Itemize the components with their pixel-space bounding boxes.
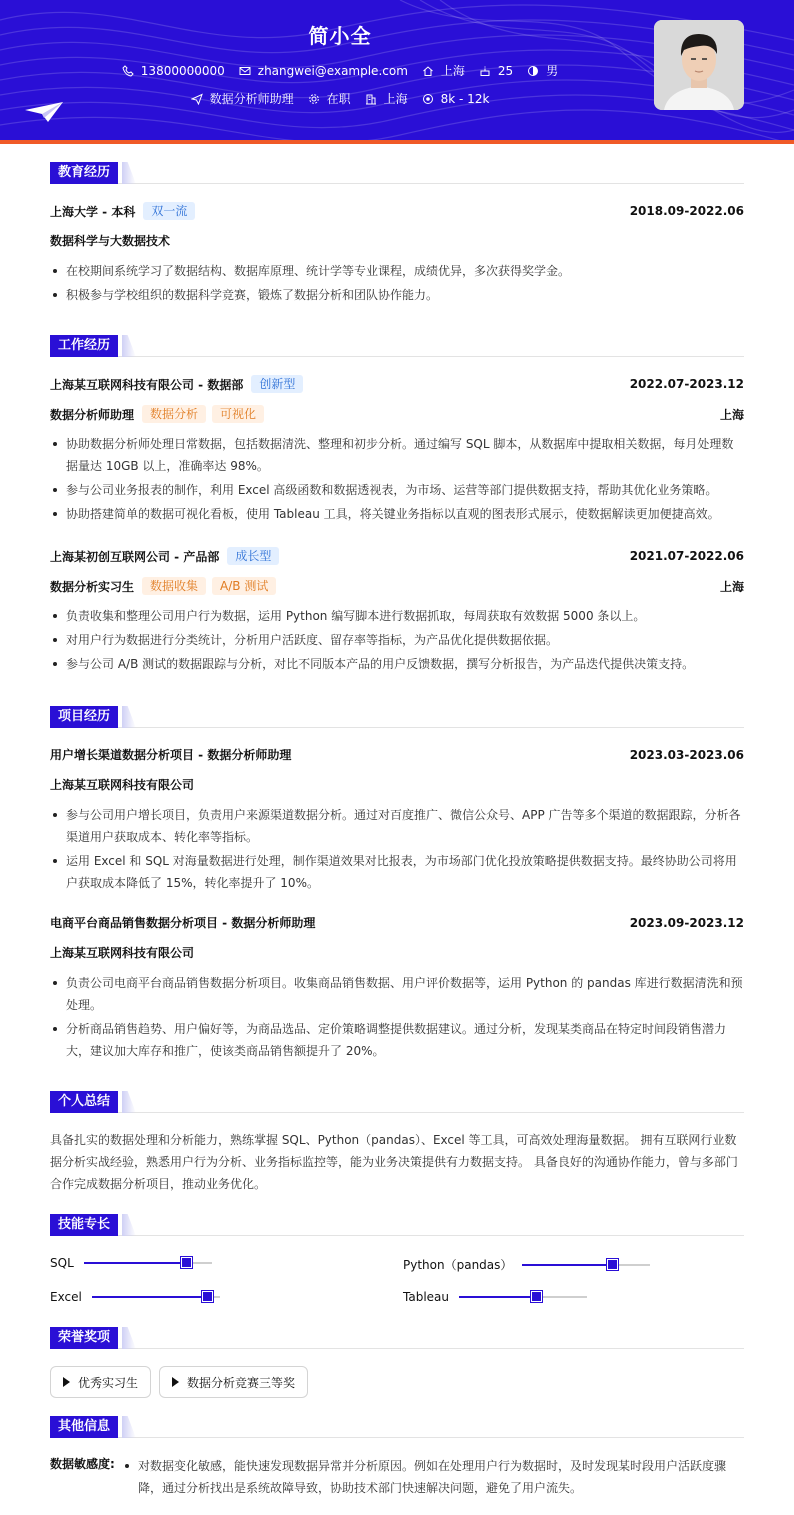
list-item: 积极参与学校组织的数据科学竞赛，锻炼了数据分析和团队协作能力。 xyxy=(50,284,744,306)
work-location: 上海 xyxy=(719,407,744,422)
section-skills xyxy=(50,1214,744,1236)
work-2-role xyxy=(50,577,744,595)
list-item: 参与公司用户增长项目，负责用户来源渠道数据分析。通过对百度推广、微信公众号、APP 广告等多个渠道的数据跟踪，分析各渠道用户获取成本、转化率等指标。 xyxy=(50,804,744,848)
building-icon xyxy=(365,93,377,105)
section-projects xyxy=(50,706,744,728)
list-item: 分析商品销售趋势、用户偏好等，为商品选品、定价策略调整提供数据建议。通过分析，发现某类商品在特定时间段销售潜力大，建议加大库存和推广，使该类商品销售额提升了 20%。 xyxy=(50,1018,744,1062)
award-chip[interactable] xyxy=(50,1366,151,1398)
section-education xyxy=(50,162,744,184)
section-title: 个人总结 xyxy=(50,1091,118,1113)
salary-text: 8k - 12k xyxy=(440,91,490,106)
work-date: 2022.07-2023.12 xyxy=(629,377,744,391)
project-title: 电商平台商品销售数据分析项目 - 数据分析师助理 xyxy=(50,916,316,930)
skill-excel xyxy=(50,1290,220,1304)
work-2-header xyxy=(50,547,744,565)
skill-bar xyxy=(84,1262,212,1264)
skill-slider-handle xyxy=(181,1257,192,1268)
section-title: 技能专长 xyxy=(50,1214,118,1236)
project-date: 2023.09-2023.12 xyxy=(629,915,744,930)
company-tag: 成长型 xyxy=(227,547,279,565)
status-item xyxy=(308,90,351,107)
major-row xyxy=(50,232,744,249)
skill-bar-fill xyxy=(84,1262,186,1264)
skill-tableau xyxy=(403,1290,587,1304)
age-item xyxy=(479,64,513,78)
role-name: 数据分析师助理 xyxy=(50,407,135,422)
home-icon xyxy=(422,65,434,77)
project-2-header xyxy=(50,914,744,931)
list-item: 负责公司电商平台商品销售数据分析项目。收集商品销售数据、用户评价数据等，运用 Python 的 pandas 库进行数据清洗和预处理。 xyxy=(50,972,744,1016)
list-item: 在校期间系统学习了数据结构、数据库原理、统计学等专业课程，成绩优异，多次获得奖学金。 xyxy=(50,260,744,282)
section-title: 工作经历 xyxy=(50,335,118,357)
triangle-icon xyxy=(63,1377,70,1387)
education-header xyxy=(50,202,744,220)
skill-name: SQL xyxy=(50,1256,74,1270)
education-bullets xyxy=(50,260,744,308)
skill-bar-fill xyxy=(522,1264,612,1266)
school-name: 上海大学 - 本科 xyxy=(50,204,136,219)
project-2-company xyxy=(50,944,744,961)
list-item: 参与公司业务报表的制作，利用 Excel 高级函数和数据透视表，为市场、运营等部门提供数据支持，帮助其优化业务策略。 xyxy=(50,479,744,501)
project-1-header xyxy=(50,746,744,763)
resume-header xyxy=(0,0,794,140)
list-item: 协助数据分析师处理日常数据，包括数据清洗、整理和初步分析。通过编写 SQL 脚本，从数据库中提取相关数据，每月处理数据量达 10GB 以上，准确率达 98%。 xyxy=(50,433,744,477)
project-1-company xyxy=(50,776,744,793)
settings-icon xyxy=(308,93,320,105)
work-city-text: 上海 xyxy=(383,92,408,106)
mail-icon xyxy=(239,65,251,77)
work-city-item xyxy=(365,90,408,107)
school-tag: 双一流 xyxy=(143,202,195,220)
section-tag-decoration xyxy=(122,1214,136,1236)
project-1-bullets xyxy=(50,804,744,896)
skill-bar-fill xyxy=(459,1296,536,1298)
other-label: 数据敏感度: xyxy=(50,1457,115,1471)
award-label: 数据分析竞赛三等奖 xyxy=(187,1375,296,1390)
section-title: 荣誉奖项 xyxy=(50,1327,118,1349)
section-summary xyxy=(50,1091,744,1113)
education-date: 2018.09-2022.06 xyxy=(629,204,744,218)
job-item xyxy=(191,90,294,107)
work-2-bullets xyxy=(50,605,744,677)
section-title: 其他信息 xyxy=(50,1416,118,1438)
skill-sql xyxy=(50,1256,212,1270)
work-date: 2021.07-2022.06 xyxy=(629,549,744,563)
skill-tag: 数据收集 xyxy=(142,577,206,595)
work-location: 上海 xyxy=(719,579,744,594)
status-text: 在职 xyxy=(326,92,351,106)
award-chip[interactable] xyxy=(159,1366,308,1398)
work-1-header xyxy=(50,375,744,393)
job-text: 数据分析师助理 xyxy=(209,92,294,106)
city-item xyxy=(422,62,465,79)
age-text: 25 xyxy=(497,63,514,78)
city-text: 上海 xyxy=(440,64,465,78)
skill-tag: 可视化 xyxy=(212,405,264,423)
company-tag: 创新型 xyxy=(251,375,303,393)
section-tag-decoration xyxy=(122,1416,136,1438)
project-title: 用户增长渠道数据分析项目 - 数据分析师助理 xyxy=(50,748,292,762)
skill-bar xyxy=(459,1296,587,1298)
phone-icon xyxy=(122,65,134,77)
section-tag-decoration xyxy=(122,706,136,728)
candidate-name: 简小全 xyxy=(308,24,372,48)
summary-text: 具备扎实的数据处理和分析能力，熟练掌握 SQL、Python（pandas）、Excel 等工具，可高效处理海量数据。 拥有互联网行业数据分析实战经验，熟悉用户行为分析、业务指标监控等，能为业务决策提供有力数据支持。 具备良好的沟通协作能力，曾与多部门合作完成数据分析项目，推动业务优化。 xyxy=(50,1133,738,1191)
project-date: 2023.03-2023.06 xyxy=(629,747,744,762)
coin-icon xyxy=(422,93,434,105)
section-tag-decoration xyxy=(122,1091,136,1113)
email-item xyxy=(239,64,408,78)
project-2-bullets xyxy=(50,972,744,1064)
paper-plane-icon xyxy=(24,100,64,124)
major-name: 数据科学与大数据技术 xyxy=(50,234,171,248)
triangle-icon xyxy=(172,1377,179,1387)
project-company: 上海某互联网科技有限公司 xyxy=(50,778,195,792)
salary-item xyxy=(422,92,490,106)
section-title: 项目经历 xyxy=(50,706,118,728)
company-name: 上海某互联网科技有限公司 - 数据部 xyxy=(50,377,244,392)
section-tag-decoration xyxy=(122,162,136,184)
work-1-role xyxy=(50,405,744,423)
skill-slider-handle xyxy=(607,1259,618,1270)
phone-text: 13800000000 xyxy=(140,63,225,78)
work-1-bullets xyxy=(50,433,744,527)
skill-bar-fill xyxy=(92,1296,207,1298)
skill-slider-handle xyxy=(202,1291,213,1302)
skill-name: Excel xyxy=(50,1290,82,1304)
job-row xyxy=(0,90,680,107)
section-tag-decoration xyxy=(122,1327,136,1349)
gender-icon xyxy=(527,65,539,77)
profile-photo xyxy=(654,20,744,110)
list-item: 负责收集和整理公司用户行为数据，运用 Python 编写脚本进行数据抓取，每周获取有效数据 5000 条以上。 xyxy=(50,605,744,627)
list-item: 参与公司 A/B 测试的数据跟踪与分析，对比不同版本产品的用户反馈数据，撰写分析报告，为产品迭代提供决策支持。 xyxy=(50,653,744,675)
section-awards xyxy=(50,1327,744,1349)
skill-tag: 数据分析 xyxy=(142,405,206,423)
gender-item xyxy=(527,62,558,79)
section-title: 教育经历 xyxy=(50,162,118,184)
list-item: 协助搭建简单的数据可视化看板，使用 Tableau 工具，将关键业务指标以直观的图表形式展示，使数据解读更加便捷高效。 xyxy=(50,503,744,525)
avatar-illustration xyxy=(654,20,744,110)
skill-name: Python（pandas） xyxy=(403,1258,513,1272)
gender-text: 男 xyxy=(546,64,559,78)
skill-slider-handle xyxy=(531,1291,542,1302)
header-accent-line xyxy=(0,140,794,144)
section-work xyxy=(50,335,744,357)
skill-bar xyxy=(92,1296,220,1298)
list-item: 运用 Excel 和 SQL 对海量数据进行处理，制作渠道效果对比报表，为市场部门优化投放策略提供数据支持。最终协助公司将用户获取成本降低了 15%，转化率提升了 10%。 xyxy=(50,850,744,894)
list-item: 对用户行为数据进行分类统计，分析用户活跃度、留存率等指标，为产品优化提供数据依据。 xyxy=(50,629,744,651)
cake-icon xyxy=(479,65,491,77)
send-icon xyxy=(191,93,203,105)
phone-item xyxy=(122,64,225,78)
project-company: 上海某互联网科技有限公司 xyxy=(50,946,195,960)
skill-tag: A/B 测试 xyxy=(212,577,276,595)
section-other xyxy=(50,1416,744,1438)
section-tag-decoration xyxy=(122,335,136,357)
skill-python xyxy=(403,1256,650,1273)
role-name: 数据分析实习生 xyxy=(50,579,135,594)
award-label: 优秀实习生 xyxy=(78,1375,139,1390)
company-name: 上海某初创互联网公司 - 产品部 xyxy=(50,549,220,564)
other-text: 对数据变化敏感，能快速发现数据异常并分析原因。例如在处理用户行为数据时，及时发现某时段用户活跃度骤降，通过分析找出是系统故障导致，协助技术部门快速解决问题，避免了用户流失。 xyxy=(122,1455,744,1499)
contact-row xyxy=(0,62,680,79)
email-text: zhangwei@example.com xyxy=(257,63,408,78)
skill-bar xyxy=(522,1264,650,1266)
skill-name: Tableau xyxy=(403,1290,449,1304)
